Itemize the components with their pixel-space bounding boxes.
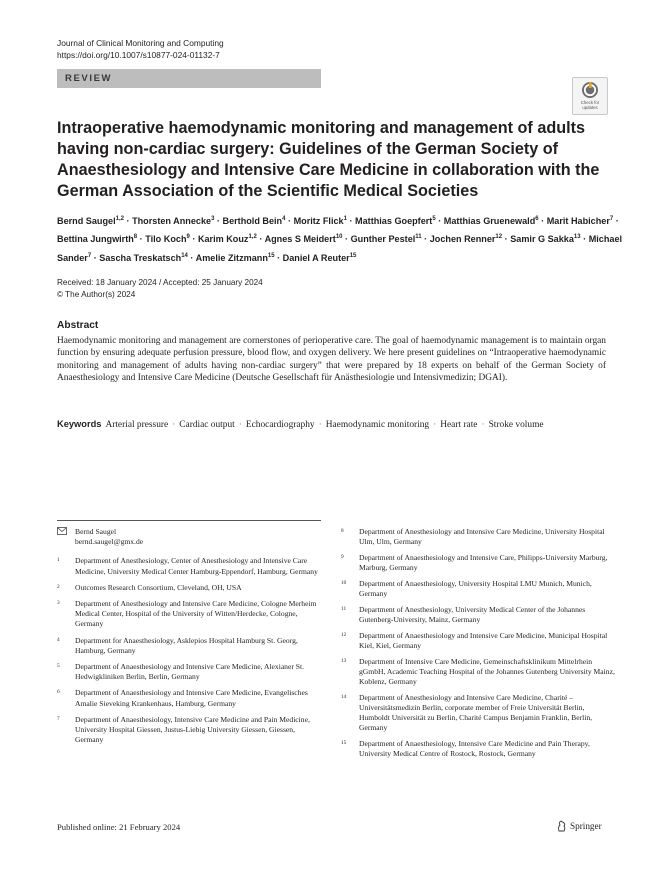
check-updates-line2: updates <box>582 105 598 110</box>
author[interactable] <box>283 253 357 263</box>
author-affiliation-ref: 4 <box>282 216 286 222</box>
keyword-separator: · <box>433 420 437 430</box>
author[interactable] <box>265 234 343 244</box>
check-updates-icon <box>581 81 599 99</box>
affiliation-item <box>341 605 617 625</box>
author-affiliation-ref: 1,2 <box>248 234 257 241</box>
abstract-heading: Abstract <box>57 320 99 331</box>
affiliation-list-right <box>341 527 617 759</box>
article-dates <box>57 277 263 300</box>
author[interactable] <box>145 234 190 244</box>
affiliation-list-left <box>57 556 321 745</box>
affiliation-item <box>341 553 617 573</box>
author[interactable] <box>294 216 347 226</box>
footnotes-left-column <box>57 527 321 751</box>
affiliation-item <box>57 662 321 682</box>
author-name: Daniel A Reuter <box>282 252 350 263</box>
author[interactable] <box>510 234 580 244</box>
affiliation-item <box>57 636 321 656</box>
keyword: Echocardiography <box>245 420 315 430</box>
affiliation-text: Department of Anaesthesiology, Intensive Care Medicine and Pain Therapy, University Medical Centre of Rostock, Rostock, Germany <box>359 738 590 759</box>
affiliation-number: 14 <box>341 693 347 700</box>
keyword: Stroke volume <box>488 420 544 430</box>
author-name: Bettina Jungwirth <box>57 234 134 245</box>
author-name: Karim Kouz <box>197 234 249 245</box>
author-affiliation-ref: 6 <box>535 216 539 222</box>
keyword: Heart rate <box>440 420 478 430</box>
affiliation-text: Department of Anaesthesiology and Intensive Care, Philipps-University Marburg, Marburg, Germany <box>359 552 608 573</box>
author[interactable] <box>99 253 188 263</box>
affiliation-number: 5 <box>57 663 60 670</box>
check-for-updates-badge[interactable] <box>572 77 608 115</box>
keyword-separator: · <box>481 420 485 430</box>
keywords-label: Keywords <box>57 419 102 429</box>
affiliation-number: 11 <box>341 605 347 612</box>
author-affiliation-ref: 13 <box>573 234 581 241</box>
affiliation-number: 13 <box>341 657 347 664</box>
springer-horse-icon <box>556 820 567 832</box>
keyword-separator: · <box>172 420 176 430</box>
affiliation-number: 6 <box>57 689 60 696</box>
author[interactable] <box>223 216 286 226</box>
publisher-logo <box>556 820 602 832</box>
affiliation-number: 12 <box>341 631 347 638</box>
affiliation-item <box>57 688 321 708</box>
correspondence-name: Bernd Saugel <box>75 527 117 536</box>
affiliation-number: 8 <box>341 528 344 534</box>
affiliation-number: 15 <box>341 739 347 746</box>
affiliation-number: 3 <box>57 600 60 607</box>
author-name: Sascha Treskatsch <box>99 252 182 263</box>
author-affiliation-ref: 1 <box>343 216 347 222</box>
affiliation-text: Department of Anesthesiology, University Medical Center of the Johannes Gutenberg-University, Mainz, Germany <box>359 604 586 624</box>
keywords-list <box>105 420 543 430</box>
keywords-section <box>57 417 606 432</box>
affiliation-text: Department of Anaesthesiology and Intensive Care Medicine, Municipal Hospital Kiel, Kiel, Germany <box>359 630 608 650</box>
author-affiliation-ref: 1,2 <box>115 216 124 222</box>
author-name: Bernd Saugel <box>57 216 116 227</box>
received-accepted-dates: Received: 18 January 2024 / Accepted: 25 January 2024 <box>57 278 263 287</box>
author[interactable] <box>547 216 614 226</box>
author-affiliation-ref: 10 <box>335 234 343 241</box>
author-name: Samir G Sakka <box>510 234 574 245</box>
journal-header <box>57 37 224 61</box>
author-name: Amelie Zitzmann <box>195 252 268 263</box>
affiliation-item <box>341 579 617 599</box>
affiliation-text: Department of Anaesthesiology, Intensive Care Medicine and Pain Medicine, University Hospital Giessen, Justus-Liebig University Giessen, Giessen, Germany <box>75 714 310 745</box>
author[interactable] <box>57 234 137 244</box>
author-affiliation-ref: 7 <box>87 252 92 259</box>
affiliation-text: Department of Anesthesiology and Intensive Care Medicine, Cologne Merheim Medical Center, Hospital of the University of Witten/Herdecke, Cologne, Germany <box>75 599 317 629</box>
affiliation-item <box>341 631 617 651</box>
publisher-name: Springer <box>570 821 602 831</box>
author-name: Moritz Flick <box>293 216 344 227</box>
keyword: Arterial pressure <box>105 420 169 430</box>
footnotes-right-column <box>341 527 617 765</box>
affiliation-text: Department of Anaesthesiology, University Hospital LMU Munich, Munich, Germany <box>359 578 592 599</box>
author[interactable] <box>198 234 257 244</box>
author-affiliation-ref: 11 <box>415 234 422 241</box>
affiliation-number: 2 <box>57 583 60 590</box>
doi-link[interactable]: https://doi.org/10.1007/s10877-024-01132-7 <box>57 50 220 60</box>
affiliation-text: Department of Anaesthesiology and Intensive Care Medicine, Alexianer St. Hedwigkliniken Berlin, Berlin, Germany <box>75 662 305 682</box>
author-name: Tilo Koch <box>145 234 187 245</box>
author-affiliation-ref: 8 <box>133 234 138 241</box>
affiliation-text: Department for Anaesthesiology, Asklepios Hospital Hamburg St. Georg, Hamburg, Germany <box>75 635 298 655</box>
author-name: Marit Habicher <box>546 216 610 227</box>
affiliation-text: Department of Anesthesiology and Intensive Care Medicine, University Hospital Ulm, Ulm, Germany <box>359 527 605 547</box>
affiliation-number: 9 <box>341 553 344 560</box>
article-type-bar <box>57 69 321 88</box>
author-name: Gunther Pestel <box>350 234 416 245</box>
affiliation-item <box>341 657 617 688</box>
article-title: Intraoperative haemodynamic monitoring and management of adults having non-cardiac surgery: Guidelines of the German Society of Anaesthesiology and Intensive Care Medicine in collaboration with the German Association of the Scientific Medical Societies <box>57 119 600 200</box>
copyright-notice: © The Author(s) 2024 <box>57 289 136 299</box>
affiliation-text: Department of Anesthesiology, Center of Anesthesiology and Intensive Care Medicine, University Medical Center Hamburg-Eppendorf, Hamburg, Germany <box>75 556 318 576</box>
check-updates-line1: Check for <box>580 100 600 105</box>
author-affiliation-ref: 7 <box>609 216 614 222</box>
author-name: Berthold Bein <box>222 216 283 227</box>
affiliation-item <box>341 527 617 547</box>
affiliation-item <box>57 583 321 593</box>
published-online-date: Published online: 21 February 2024 <box>57 822 181 832</box>
author-name: Matthias Gruenewald <box>443 216 536 227</box>
author-affiliation-ref: 5 <box>432 216 436 222</box>
author[interactable] <box>196 253 275 263</box>
author[interactable] <box>132 216 214 226</box>
affiliation-text: Department of Anaesthesiology and Intensive Care Medicine, Evangelisches Amalie Sieveking Krankenhaus, Hamburg, Germany <box>75 688 308 708</box>
author-name: Michael Sander <box>57 234 623 263</box>
affiliation-text: Outcomes Research Consortium, Cleveland, OH, USA <box>75 582 242 592</box>
keyword: Cardiac output <box>179 420 235 430</box>
envelope-icon <box>57 527 75 547</box>
affiliation-number: 4 <box>57 636 60 643</box>
affiliation-item <box>57 715 321 746</box>
author[interactable] <box>355 216 436 226</box>
author-name: Jochen Renner <box>429 234 496 245</box>
author-name: Matthias Goepfert <box>355 216 433 227</box>
author[interactable] <box>351 234 422 244</box>
correspondence-note <box>57 527 321 547</box>
author-affiliation-ref: 15 <box>267 252 275 259</box>
abstract-text: Haemodynamic monitoring and management are cornerstones of perioperative care. The goal of haemodynamic management is to maintain organ function by ensuring adequate perfusion pressure, blood flow, and oxygen delivery. We here present guidelines on “Intraoperative haemodynamic monitoring and management of adults having non-cardiac surgery” that were prepared by 18 experts on behalf of the German Society of Anaesthesiology and Intensive Care Medicine (Deutsche Gesellschaft für Anästhesiologie und Intensivmedizin; DGAI). <box>57 336 606 383</box>
affiliation-item <box>341 693 617 734</box>
affiliation-number: 1 <box>57 557 60 564</box>
author-affiliation-ref: 12 <box>495 234 503 241</box>
author-name: Agnes S Meidert <box>264 234 336 245</box>
author-affiliation-ref: 9 <box>186 234 190 241</box>
affiliation-text: Department of Intensive Care Medicine, Gemeinschaftsklinikum Mittelrhein gGmbH, Academic Teaching Hospital of the Johannes Gutenberg University Mainz, Koblenz, Germany <box>359 656 615 686</box>
author[interactable] <box>444 216 539 226</box>
correspondence-email[interactable]: bernd.saugel@gmx.de <box>75 537 144 547</box>
author[interactable] <box>430 234 502 244</box>
article-type-label: REVIEW <box>65 73 113 84</box>
author-affiliation-ref: 14 <box>181 252 188 259</box>
affiliation-item <box>57 599 321 630</box>
affiliation-number: 7 <box>57 715 60 722</box>
affiliation-text: Department of Anesthesiology and Intensive Care Medicine, Charité – Universitätsmedizin Berlin, corporate member of Freie Universität Berlin, Humboldt Universität zu Berlin, Charité Campus Benjamin Franklin, Berlin, Germany <box>359 692 593 733</box>
affiliation-number: 10 <box>341 579 347 586</box>
author-affiliation-ref: 15 <box>349 252 357 259</box>
author[interactable] <box>57 216 124 226</box>
keyword: Haemodynamic monitoring <box>325 420 430 430</box>
author-name: Thorsten Annecke <box>132 216 212 227</box>
footnote-divider <box>57 520 321 521</box>
affiliation-item <box>57 556 321 576</box>
author-affiliation-ref: 3 <box>211 216 215 222</box>
keyword-separator: · <box>318 420 322 430</box>
author-list: Bernd Saugel$^{1,2}$ · Thorsten Annecke$^3$ · Berthold Bein$^4$ · Moritz Flick$^1$ · Matthias Goepfert$^5$ · Matthias Gruenewald$^6$ · Marit Habicher$^7$ · Bettina Jungwirth$^8$ · Tilo Koch$^9$ · Karim Kouz$^{1,2}$ · Agnes S Meidert$^{10}$ · Gunther Pestel$^{11}$ · Jochen Renner$^{12}$ · Samir G Sakka$^{13}$ · Michael Sander$^7$ · Sascha Treskatsch$^{14}$ · Amelie Zitzmann$^{15}$ · Daniel A Reuter$^{15}$ <box>57 216 623 263</box>
keyword-separator: · <box>238 420 242 430</box>
affiliation-item <box>341 739 617 759</box>
journal-name: Journal of Clinical Monitoring and Computing <box>57 38 224 48</box>
